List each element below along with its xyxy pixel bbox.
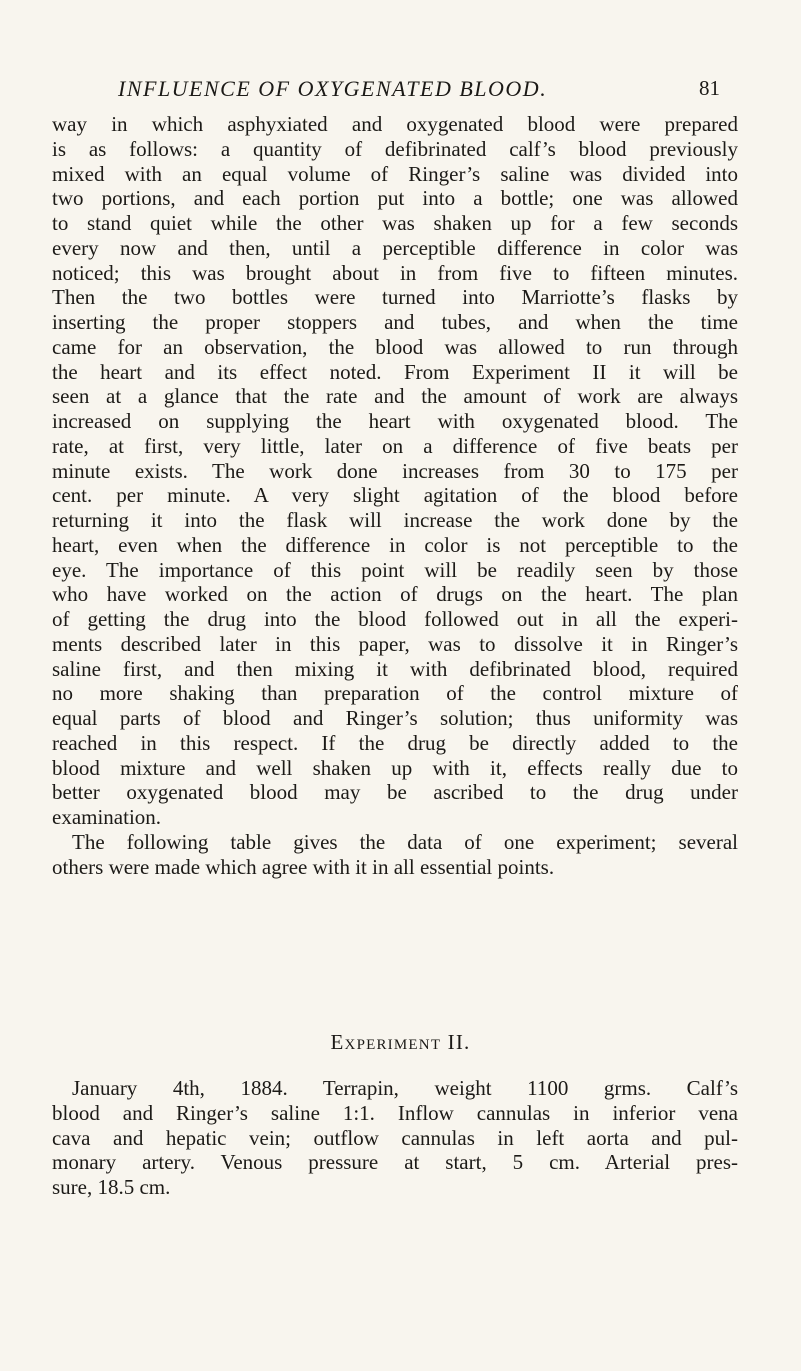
text-line: rate, at first, very little, later on a difference of five beats per — [52, 433, 738, 458]
body-text — [52, 112, 738, 879]
text-line: way in which asphyxiated and oxygenated blood were prepared — [52, 112, 738, 136]
text-line: equal parts of blood and Ringer’s solution; thus uniformity was — [52, 706, 738, 730]
text-line: two portions, and each portion put into a bottle; one was allowed — [52, 186, 738, 211]
text-line: eye. The importance of this point will be readily seen by those — [52, 557, 738, 582]
page-number: 81 — [699, 76, 720, 100]
text-line: reached in this respect. If the drug be directly added to the — [52, 730, 738, 755]
text-line: cent. per minute. A very slight agitation of the blood before — [52, 483, 738, 508]
text-line: sure, 18.5 cm. — [52, 1175, 171, 1199]
text-line: blood mixture and well shaken up with it, effects really due to — [52, 755, 738, 780]
text-line: examination. — [52, 805, 162, 829]
text-line: better oxygenated blood may be ascribed to the drug under — [52, 780, 738, 805]
text-line: January 4th, 1884. Terrapin, weight 1100 grms. Calf’s — [72, 1076, 738, 1100]
text-line: heart, even when the difference in color is not perceptible to the — [52, 532, 738, 557]
running-title: INFLUENCE OF OXYGENATED BLOOD. — [118, 76, 548, 101]
section-heading: Experiment II. — [330, 1030, 471, 1054]
text-line: seen at a glance that the rate and the amount of work are always — [52, 384, 738, 409]
text-line: cava and hepatic vein; outflow cannulas in left aorta and pul- — [52, 1125, 738, 1150]
text-line: others were made which agree with it in all essential points. — [52, 854, 555, 879]
text-line: Then the two bottles were turned into Marriotte’s flasks by — [52, 285, 738, 310]
text-line: who have worked on the action of drugs on the heart. The plan — [52, 582, 738, 607]
text-line: inserting the proper stoppers and tubes, and when the time — [52, 310, 738, 334]
text-line: is as follows: a quantity of defibrinated calf’s blood previously — [52, 136, 738, 161]
text-line: came for an observation, the blood was allowed to run through — [52, 334, 738, 359]
text-line: of getting the drug into the blood followed out in all the experi- — [52, 607, 738, 631]
text-line: to stand quiet while the other was shaken up for a few seconds — [52, 211, 738, 235]
experiment-text — [52, 1076, 738, 1200]
text-line: blood and Ringer’s saline 1:1. Inflow cannulas in inferior vena — [52, 1100, 738, 1125]
text-line: saline first, and then mixing it with defibrinated blood, required — [52, 656, 738, 681]
text-line: The following table gives the data of one experiment; several — [72, 829, 738, 854]
text-line: returning it into the flask will increase the work done by the — [52, 508, 738, 532]
text-line: every now and then, until a perceptible difference in color was — [52, 235, 738, 260]
text-line: ments described later in this paper, was to dissolve it in Ringer’s — [52, 631, 738, 656]
page-header — [118, 76, 720, 106]
text-line: mixed with an equal volume of Ringer’s saline was divided into — [52, 161, 738, 186]
text-line: increased on supplying the heart with oxygenated blood. The — [52, 409, 738, 433]
text-line: the heart and its effect noted. From Experiment II it will be — [52, 359, 738, 384]
text-line: noticed; this was brought about in from five to fifteen minutes. — [52, 260, 738, 285]
text-line: monary artery. Venous pressure at start, 5 cm. Arterial pres- — [52, 1150, 738, 1175]
text-line: no more shaking than preparation of the control mixture of — [52, 681, 738, 706]
text-line: minute exists. The work done increases from 30 to 175 per — [52, 458, 738, 483]
